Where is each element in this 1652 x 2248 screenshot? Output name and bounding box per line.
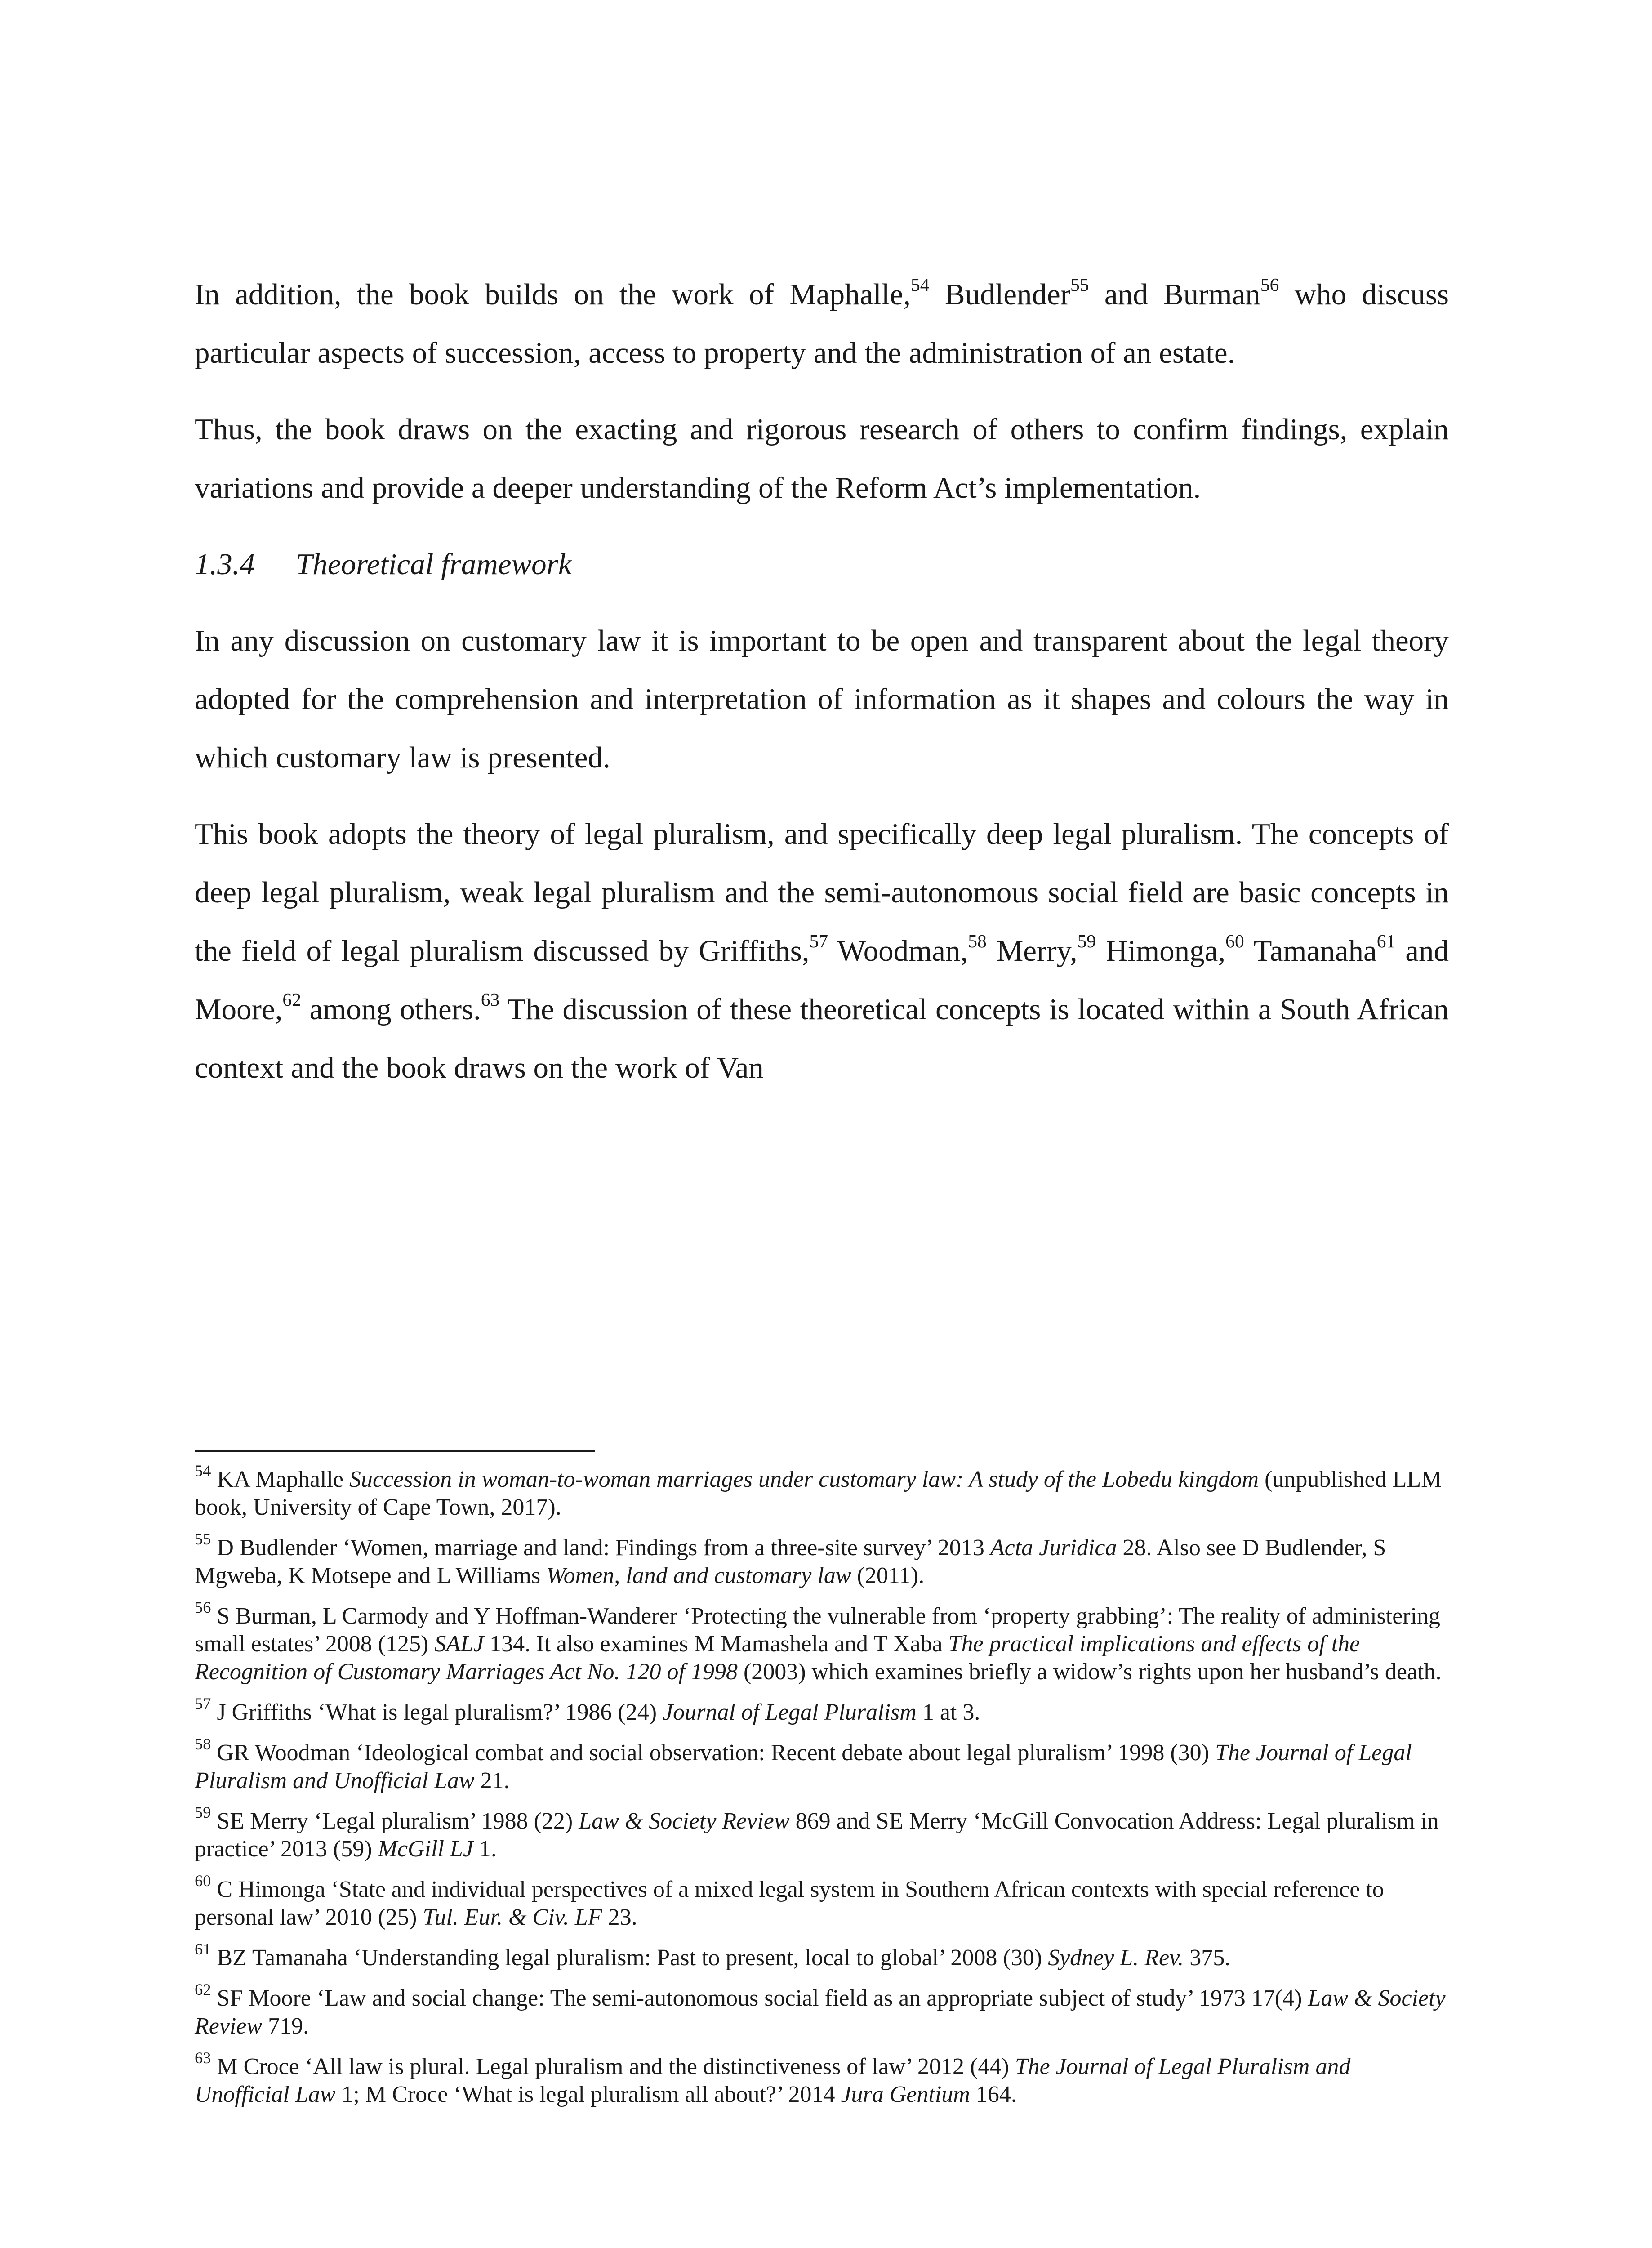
text-span: 21. [474,1768,510,1793]
text-span: The discussion of these theoretical concepts is located within a South African context and the book draws on the work of Van [195,993,1449,1084]
text-span: Merry, [986,934,1078,968]
text-span: Budlender [929,278,1070,311]
italic-title: Acta Juridica [990,1535,1117,1561]
italic-title: McGill LJ [378,1836,473,1862]
text-span: and Burman [1089,278,1260,311]
text-span: In addition, the book builds on the work of Maphalle, [195,278,911,311]
text-span: (unpublished LLM book, University of Cape Town, 2017). [195,1467,1442,1520]
footnote-number: 56 [195,1598,211,1617]
footnote-ref[interactable]: 62 [282,989,301,1010]
text-span: Tamanaha [1244,934,1377,968]
paragraph-2: Thus, the book draws on the exacting and rigorous research of others to confirm findings, explain variations and provide a deeper understanding of the Reform Act’s implementation. [195,413,1449,504]
italic-title: Jura Gentium [841,2082,970,2107]
text-span: BZ Tamanaha ‘Understanding legal pluralism: Past to present, local to global’ 2008 (30) [211,1945,1048,1971]
footnote-ref[interactable]: 63 [481,989,500,1010]
text-span: D Budlender ‘Women, marriage and land: Findings from a three-site survey’ 2013 [211,1535,990,1561]
paragraph-3: In any discussion on customary law it is important to be open and transparent about the legal theory adopted for the comprehension and interpretation of information as it shapes and colours the way in which customary law is presented. [195,624,1449,774]
text-span: 869 and SE Merry ‘McGill Convocation Address: Legal pluralism in practice’ 2013 (59) [195,1808,1439,1862]
text-span: 719. [262,2013,309,2039]
text-span: S Burman, L Carmody and Y Hoffman-Wanderer ‘Protecting the vulnerable from ‘property grabbing’: The reality of administering small estates’ 2008 (125) [195,1603,1441,1657]
main-text [195,265,1449,1115]
footnote-number: 62 [195,1980,211,1999]
footnote-54 [195,1462,1449,1521]
text-span: and Moore, [195,934,1449,1026]
text-span: 1. [473,1836,497,1862]
text-span: Himonga, [1096,934,1226,968]
italic-title: The Journal of Legal Pluralism and Unofficial Law [195,1740,1412,1793]
text-span: M Croce ‘All law is plural. Legal pluralism and the distinctiveness of law’ 2012 (44) [211,2054,1015,2079]
footnote-63 [195,2049,1449,2109]
text-span: 164. [970,2082,1017,2107]
paragraph-4 [195,805,1449,1097]
italic-title: Sydney L. Rev. [1048,1945,1184,1971]
footnote-55 [195,1530,1449,1590]
footnote-ref[interactable]: 56 [1260,274,1279,295]
italic-title: Journal of Legal Pluralism [663,1699,917,1725]
italic-title: Law & Society Review [195,1985,1446,2039]
footnotes [195,1462,1449,2121]
text-span: 23. [602,1905,637,1930]
text-span: (2003) which examines briefly a widow’s rights upon her husband’s death. [737,1659,1442,1685]
footnote-number: 63 [195,2049,211,2067]
section-title: Theoretical framework [296,548,572,581]
footnote-57 [195,1695,1449,1726]
footnote-separator [195,1450,595,1452]
text-span: (2011). [851,1563,925,1588]
text-span: 1; M Croce ‘What is legal pluralism all about?’ 2014 [335,2082,841,2107]
footnote-number: 60 [195,1872,211,1890]
footnote-62 [195,1980,1449,2040]
footnote-number: 54 [195,1462,211,1480]
text-span: SE Merry ‘Legal pluralism’ 1988 (22) [211,1808,579,1834]
text-span: 375. [1184,1945,1231,1971]
footnote-ref[interactable]: 61 [1376,931,1396,952]
section-number: 1.3.4 [195,548,255,581]
footnote-ref[interactable]: 58 [968,931,987,952]
footnote-number: 55 [195,1530,211,1548]
footnote-60 [195,1872,1449,1931]
footnote-58 [195,1735,1449,1795]
italic-title: SALJ [434,1631,484,1657]
footnote-number: 58 [195,1735,211,1753]
italic-title: Tul. Eur. & Civ. LF [423,1905,602,1930]
text-span: SF Moore ‘Law and social change: The semi-autonomous social field as an appropriate subject of study’ 1973 17(4) [211,1985,1308,2011]
text-span: who discuss particular aspects of succession, access to property and the administration of an estate. [195,278,1449,370]
footnote-ref[interactable]: 55 [1070,274,1089,295]
footnote-number: 57 [195,1695,211,1713]
text-span: J Griffiths ‘What is legal pluralism?’ 1986 (24) [211,1699,663,1725]
footnote-ref[interactable]: 57 [809,931,828,952]
footnote-ref[interactable]: 54 [911,274,930,295]
text-span: This book adopts the theory of legal pluralism, and specifically deep legal pluralism. The concepts of deep legal pluralism, weak legal pluralism and the semi-autonomous social field are basic concepts in the field of legal pluralism discussed by Griffiths, [195,817,1449,968]
italic-title: The practical implications and effects of the Recognition of Customary Marriages Act No. 120 of 1998 [195,1631,1360,1685]
italic-title: Succession in woman-to-woman marriages under customary law: A study of the Lobedu kingdom [349,1467,1259,1492]
text-span: C Himonga ‘State and individual perspectives of a mixed legal system in Southern African contexts with special reference to personal law’ 2010 (25) [195,1877,1384,1930]
text-span: among others. [301,993,481,1026]
section-heading [195,535,1449,593]
footnote-number: 61 [195,1940,211,1958]
footnote-61 [195,1940,1449,1972]
italic-title: Law & Society Review [579,1808,790,1834]
footnote-ref[interactable]: 60 [1225,931,1244,952]
text-span: Woodman, [828,934,968,968]
footnote-59 [195,1803,1449,1863]
italic-title: Women, land and customary law [546,1563,851,1588]
text-span: GR Woodman ‘Ideological combat and social observation: Recent debate about legal pluralism’ 1998 (30) [211,1740,1215,1766]
text-span: KA Maphalle [211,1467,349,1492]
text-span: 28. Also see D Budlender, S Mgweba, K Motsepe and L Williams [195,1535,1386,1588]
text-span: 1 at 3. [916,1699,980,1725]
italic-title: The Journal of Legal Pluralism and Unofficial Law [195,2054,1351,2107]
text-span: 134. It also examines M Mamashela and T Xaba [484,1631,948,1657]
footnote-number: 59 [195,1803,211,1822]
paragraph-1 [195,265,1449,382]
footnote-56 [195,1598,1449,1686]
footnote-ref[interactable]: 59 [1077,931,1096,952]
